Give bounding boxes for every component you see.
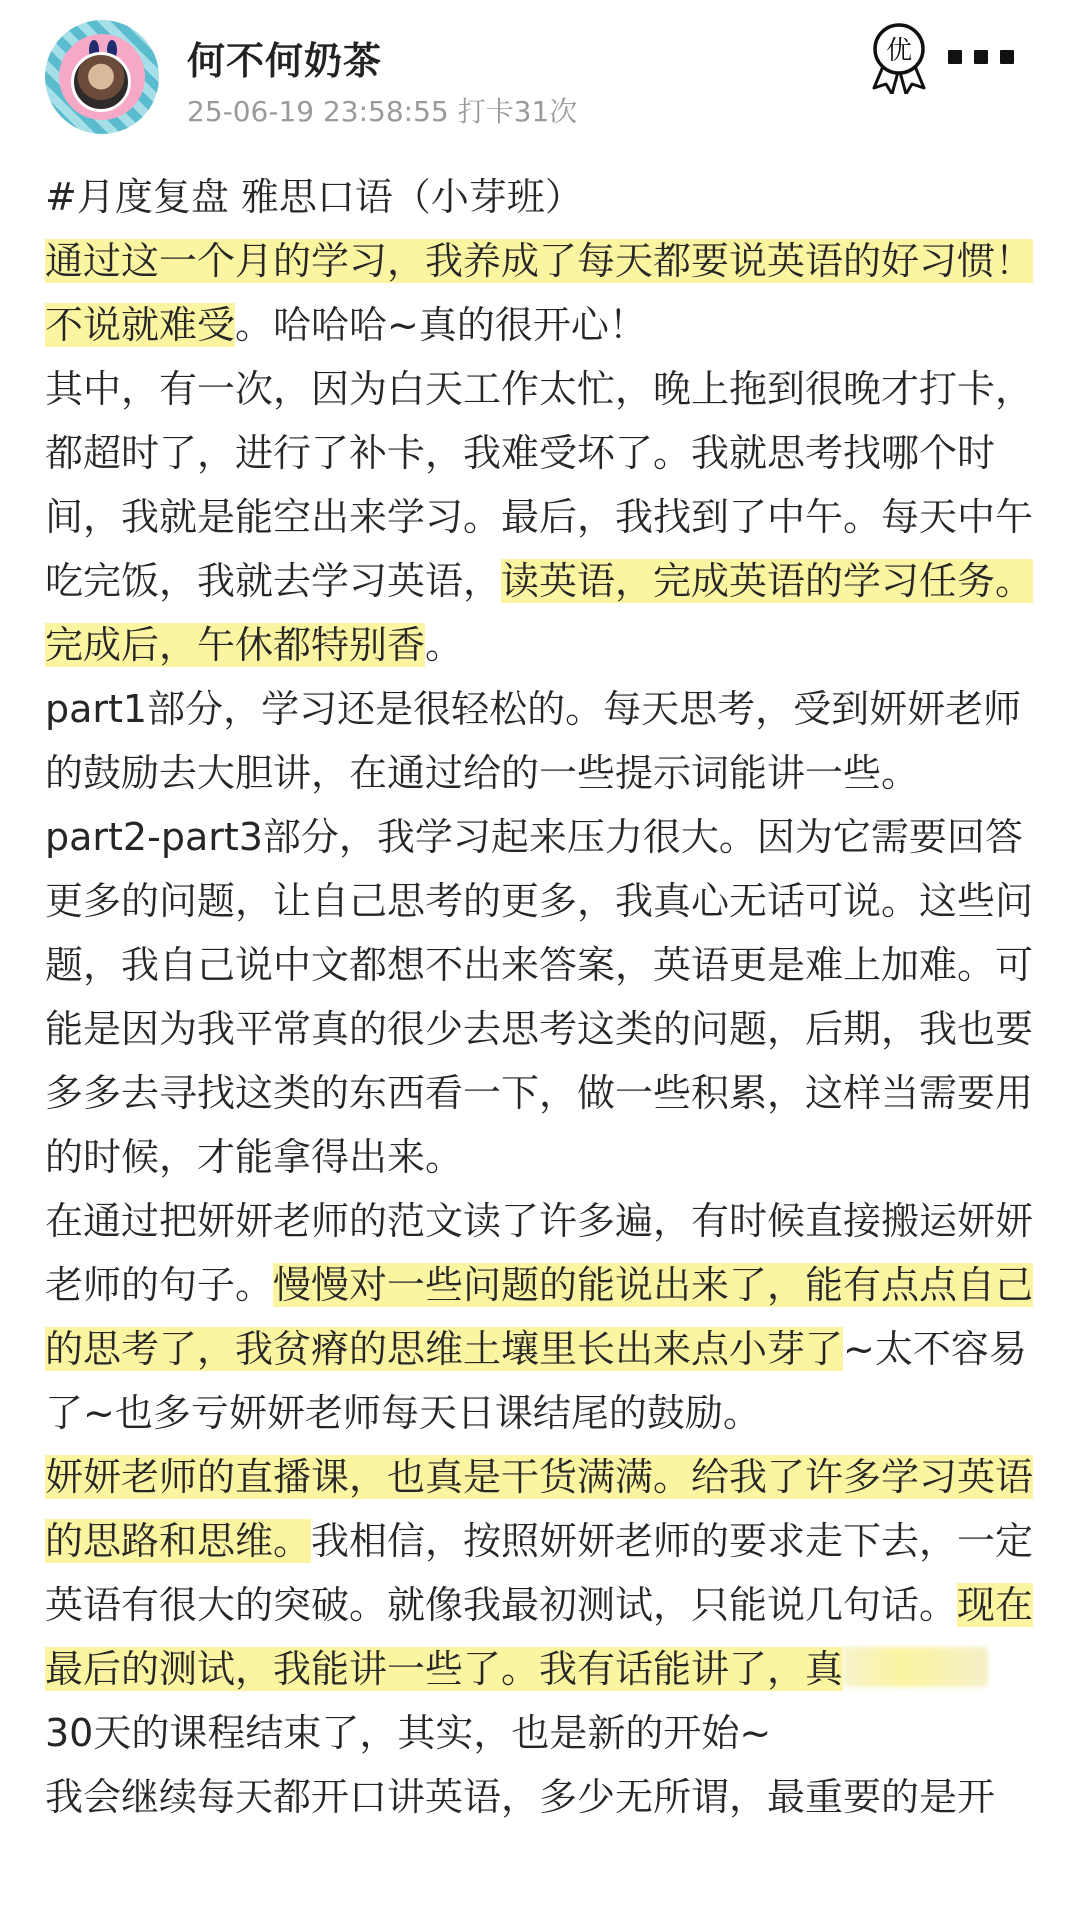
avatar-photo [71,52,131,112]
highlighted-text: 现在最后的测试，我能讲一些了。我有话能讲了，真 [45,1583,1034,1691]
body-text: ~太不容易了~也多亏妍妍老师每天日课结尾的鼓励。 [45,1327,1027,1435]
body-text: 30天的课程结束了，其实，也是新的开始~ [45,1711,772,1755]
body-text: 我会继续每天都开口讲英语，多少无所谓，最重要的是开 [45,1775,996,1819]
highlighted-text: 慢慢对一些问题的能说出来了，能有点点自己的思考了，我贫瘠的思维土壤里长出来点小芽了 [45,1263,1034,1371]
body-text: part1部分，学习还是很轻松的。每天思考，受到妍妍老师的鼓励去大胆讲，在通过给的一些提示词能讲一些。 [45,687,1022,795]
post-meta: 25-06-19 23:58:55 打卡31次 [187,95,578,128]
body-text: 。哈哈哈~真的很开心！ [235,303,647,347]
more-dot [948,50,962,64]
body-text: #月度复盘 雅思口语（小芽班） [45,175,583,219]
body-text: 其中，有一次，因为白天工作太忙，晚上拖到很晚才打卡，都超时了，进行了补卡，我难受坏了。我就思考找哪个时间，我就是能空出来学习。最后，我找到了中午。每天中午吃完饭，我就去学习英语， [45,367,1034,603]
badge-label: 优 [885,36,913,66]
post-paragraph [45,1189,1045,1445]
post-paragraph [45,1445,1045,1701]
more-dot [974,50,988,64]
more-dot [1000,50,1014,64]
post-topic[interactable] [45,165,1045,229]
avatar[interactable] [45,20,159,134]
highlighted-text: 通过这一个月的学习，我养成了每天都要说英语的好习惯！不说就难受 [45,239,1034,347]
body-text: part2-part3部分，我学习起来压力很大。因为它需要回答更多的问题，让自己思考的更多，我真心无话可说。这些问题，我自己说中文都想不出来答案，英语更是难上加难。可能是因为我平常真的很少去思考这类的问题，后期，我也要多多去寻找这类的东西看一下，做一些积累，这样当需要用的时候，才能拿得出来。 [45,815,1034,1179]
post-paragraph [45,357,1045,677]
body-text: 我相信，按照妍妍老师的要求走下去，一定英语有很大的突破。就像我最初测试，只能说几句话。 [45,1519,1034,1627]
post-paragraph [45,1765,1045,1829]
post-paragraph [45,805,1045,1189]
bottom-fade [0,1840,1080,1922]
post-body [45,165,1045,1829]
post-header [0,0,1080,140]
more-options-icon[interactable] [948,42,1014,72]
post-paragraph [45,1701,1045,1765]
highlighted-text: 妍妍老师的直播课，也真是干货满满。给我了许多学习英语的思路和思维。 [45,1455,1034,1563]
post-paragraph [45,677,1045,805]
award-ribbon-icon[interactable] [864,22,934,94]
post-paragraph [45,229,1045,357]
body-text: 。 [425,623,464,667]
blurred-text [843,1647,988,1687]
author-name[interactable]: 何不何奶茶 [187,39,383,83]
highlighted-text: 读英语，完成英语的学习任务。完成后，午休都特别香 [45,559,1034,667]
body-text: 在通过把妍妍老师的范文读了许多遍，有时候直接搬运妍妍老师的句子。 [45,1199,1034,1307]
